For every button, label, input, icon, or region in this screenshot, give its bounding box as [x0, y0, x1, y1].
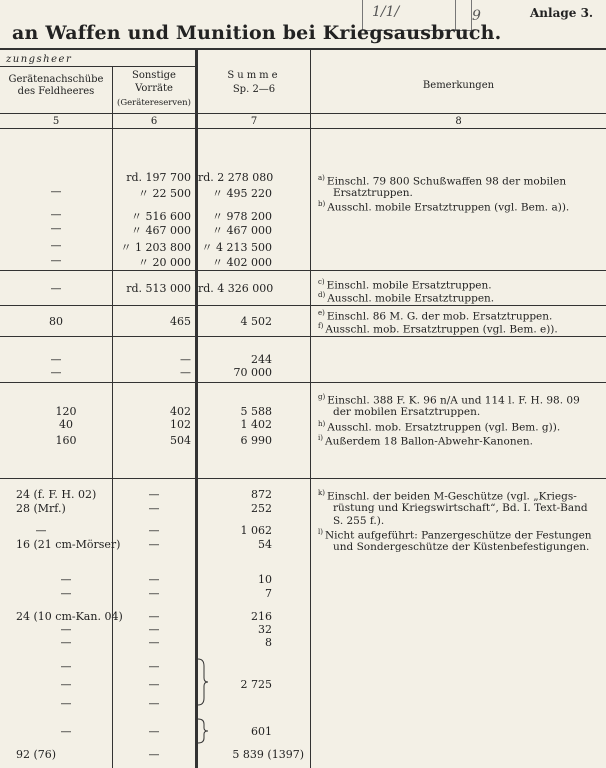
cell-col6: rd. 197 700 [126, 171, 191, 184]
remark-line: $^{h)}$ Ausschl. mob. Ersatztruppen (vgl. Bem. g)). [318, 420, 561, 434]
cell-col5: — [50, 366, 62, 379]
cell-col7: 〃 4 213 500 [201, 241, 272, 254]
cell-col6: — [148, 636, 160, 649]
cell-col6: — [148, 538, 160, 551]
cell-col5: 120 [55, 405, 77, 418]
cell-col7: rd. 2 278 080 [198, 171, 274, 184]
cell-col5: 24 (10 cm-Kan. 04) [16, 610, 123, 623]
col-divider-7-8 [310, 48, 311, 768]
cell-col7: 1 402 [240, 418, 272, 431]
remark-line: $^{c)}$ Einschl. mobile Ersatztruppen. [318, 278, 492, 292]
cell-col6: 〃 22 500 [138, 187, 191, 200]
cell-col6: — [148, 502, 160, 515]
cell-col6: — [148, 524, 160, 537]
cell-col7: 1 062 [240, 524, 272, 537]
remark-line: Ersatztruppen. [333, 187, 413, 199]
cell-col7: 〃 467 000 [212, 224, 272, 237]
col8-header: Bemerkungen [422, 80, 495, 91]
cell-col6: rd. 513 000 [126, 282, 191, 295]
cell-col5: — [60, 660, 72, 673]
cell-col7: 7 [265, 587, 272, 600]
cell-col6: — [148, 587, 160, 600]
cell-col6: — [180, 366, 191, 379]
brace-shape [196, 658, 210, 706]
col7-header-line2: Sp. 2—6 [232, 84, 276, 95]
cell-col6: — [148, 610, 160, 623]
group-label: zungsheer [6, 54, 73, 65]
cell-col5: — [60, 725, 72, 738]
cell-col5: 92 (76) [16, 748, 57, 761]
remark-line: $^{e)}$ Einschl. 86 M. G. der mob. Ersatztruppen. [318, 309, 553, 323]
cell-col5: — [50, 353, 62, 366]
cell-col5: 28 (Mrf.) [16, 502, 66, 515]
cell-col7: 244 [251, 353, 272, 366]
cell-col6: — [148, 697, 160, 710]
group-rule [0, 66, 196, 67]
cell-col5: 40 [59, 418, 73, 431]
cell-col7: 〃 402 000 [212, 256, 272, 269]
group-separator [0, 478, 606, 479]
cell-col7: 4 502 [240, 315, 272, 328]
cell-col7: 70 000 [233, 366, 272, 379]
cell-col5: 24 (f. F. H. 02) [16, 488, 97, 501]
cell-col7: 5 588 [240, 405, 272, 418]
remark-line: $^{i)}$ Außerdem 18 Ballon-Abwehr-Kanonen. [318, 434, 533, 448]
col5-header: Gerätenachschübe des Feldheeres [8, 74, 104, 97]
cell-col5: — [60, 678, 72, 691]
cell-col7: 216 [251, 610, 272, 623]
remark-line: und Sondergeschütze der Küstenbefestigungen. [333, 541, 590, 553]
remark-line: $^{b)}$ Ausschl. mobile Ersatztruppen (vgl. Bem. a)). [318, 200, 570, 214]
cell-col7: 5 839 (1397) [232, 748, 304, 761]
col-number-7: 7 [250, 116, 258, 127]
remark-line: der mobilen Ersatztruppen. [333, 406, 481, 418]
archive-stamp-left: 1/1/ [372, 4, 400, 20]
cell-col6: 465 [170, 315, 191, 328]
group-separator [0, 270, 606, 271]
cell-col6: — [148, 573, 160, 586]
remark-line: $^{f)}$ Ausschl. mob. Ersatztruppen (vgl. Bem. e)). [318, 322, 558, 336]
cell-col6: — [148, 488, 160, 501]
cell-col5: 160 [55, 434, 77, 447]
cell-col7: 54 [258, 538, 272, 551]
cell-col6: — [148, 623, 160, 636]
col-number-8: 8 [455, 116, 462, 127]
col6-header-line3: (Gerätereserven) [117, 98, 191, 108]
cell-col5: — [50, 208, 62, 221]
cell-col5: — [60, 623, 72, 636]
cell-col5: 16 (21 cm-Mörser) [16, 538, 121, 551]
cell-col5: — [50, 254, 62, 267]
cell-col6: 〃 20 000 [138, 256, 191, 269]
cell-col6: 〃 1 203 800 [120, 241, 191, 254]
header-rule [0, 113, 606, 114]
cell-col7: rd. 4 326 000 [198, 282, 274, 295]
cell-col5: 80 [49, 315, 63, 328]
cell-col5: — [50, 239, 62, 252]
col-number-5: 5 [52, 116, 60, 127]
cell-col5: — [60, 573, 72, 586]
group-separator [0, 305, 606, 306]
remark-line: rüstung und Kriegswirtschaft“, Bd. I. Text-Band [333, 502, 588, 514]
cell-col7: 601 [251, 725, 272, 738]
cell-col7: 10 [258, 573, 272, 586]
cell-col6: — [148, 748, 160, 761]
cell-col5: — [50, 282, 62, 295]
cell-col6: — [148, 660, 160, 673]
bracket-group-1 [196, 658, 210, 709]
cell-col7: 〃 495 220 [212, 187, 272, 200]
remark-line: $^{a)}$ Einschl. 79 800 Schußwaffen 98 der mobilen [318, 174, 567, 188]
remark-line: $^{d)}$ Ausschl. mobile Ersatztruppen. [318, 291, 495, 305]
col7-header-line1: Summe [227, 70, 281, 81]
bracket-group-2 [196, 718, 210, 747]
cell-col5: — [50, 185, 62, 198]
remark-line: $^{l)}$ Nicht aufgeführt: Panzergeschütze der Festungen [318, 528, 592, 542]
col6-header-line2: Vorräte [135, 83, 173, 94]
col-number-6: 6 [150, 116, 158, 127]
cell-col7: 252 [251, 502, 272, 515]
table-top-rule [0, 48, 606, 50]
cell-col7: 〃 978 200 [212, 210, 272, 223]
cell-col6: — [148, 678, 160, 691]
cell-col6: — [180, 353, 191, 366]
cell-col6: — [148, 725, 160, 738]
cell-col6: 102 [170, 418, 191, 431]
brace-shape [196, 718, 210, 744]
cell-col5: — [60, 636, 72, 649]
remark-line: $^{g)}$ Einschl. 388 F. K. 96 n/A und 114 l. F. H. 98. 09 [318, 393, 580, 407]
remark-line: S. 255 f.). [333, 515, 385, 527]
archive-stamp-right: 9 [472, 8, 481, 24]
col6-header-line1: Sonstige [132, 70, 176, 81]
cell-col5: — [35, 524, 47, 537]
cell-col7: 8 [265, 636, 272, 649]
remark-line: $^{k)}$ Einschl. der beiden M-Geschütze (vgl. „Kriegs- [318, 489, 577, 503]
cell-col6: 〃 467 000 [131, 224, 191, 237]
cell-col7: 32 [258, 623, 272, 636]
cell-col6: 〃 516 600 [131, 210, 191, 223]
cell-col5: — [50, 222, 62, 235]
page-title: an Waffen und Munition bei Kriegsausbruch. [12, 22, 502, 44]
cell-col7: 872 [251, 488, 272, 501]
cell-col5: — [60, 587, 72, 600]
group-separator [0, 382, 606, 383]
cell-col6: 402 [170, 405, 191, 418]
cell-col5: — [60, 697, 72, 710]
cell-col6: 504 [170, 434, 191, 447]
cell-col7: 6 990 [240, 434, 272, 447]
colnum-rule [0, 128, 606, 129]
cell-col7: 2 725 [240, 678, 272, 691]
appendix-label: Anlage 3. [530, 6, 594, 20]
group-separator [0, 336, 606, 337]
